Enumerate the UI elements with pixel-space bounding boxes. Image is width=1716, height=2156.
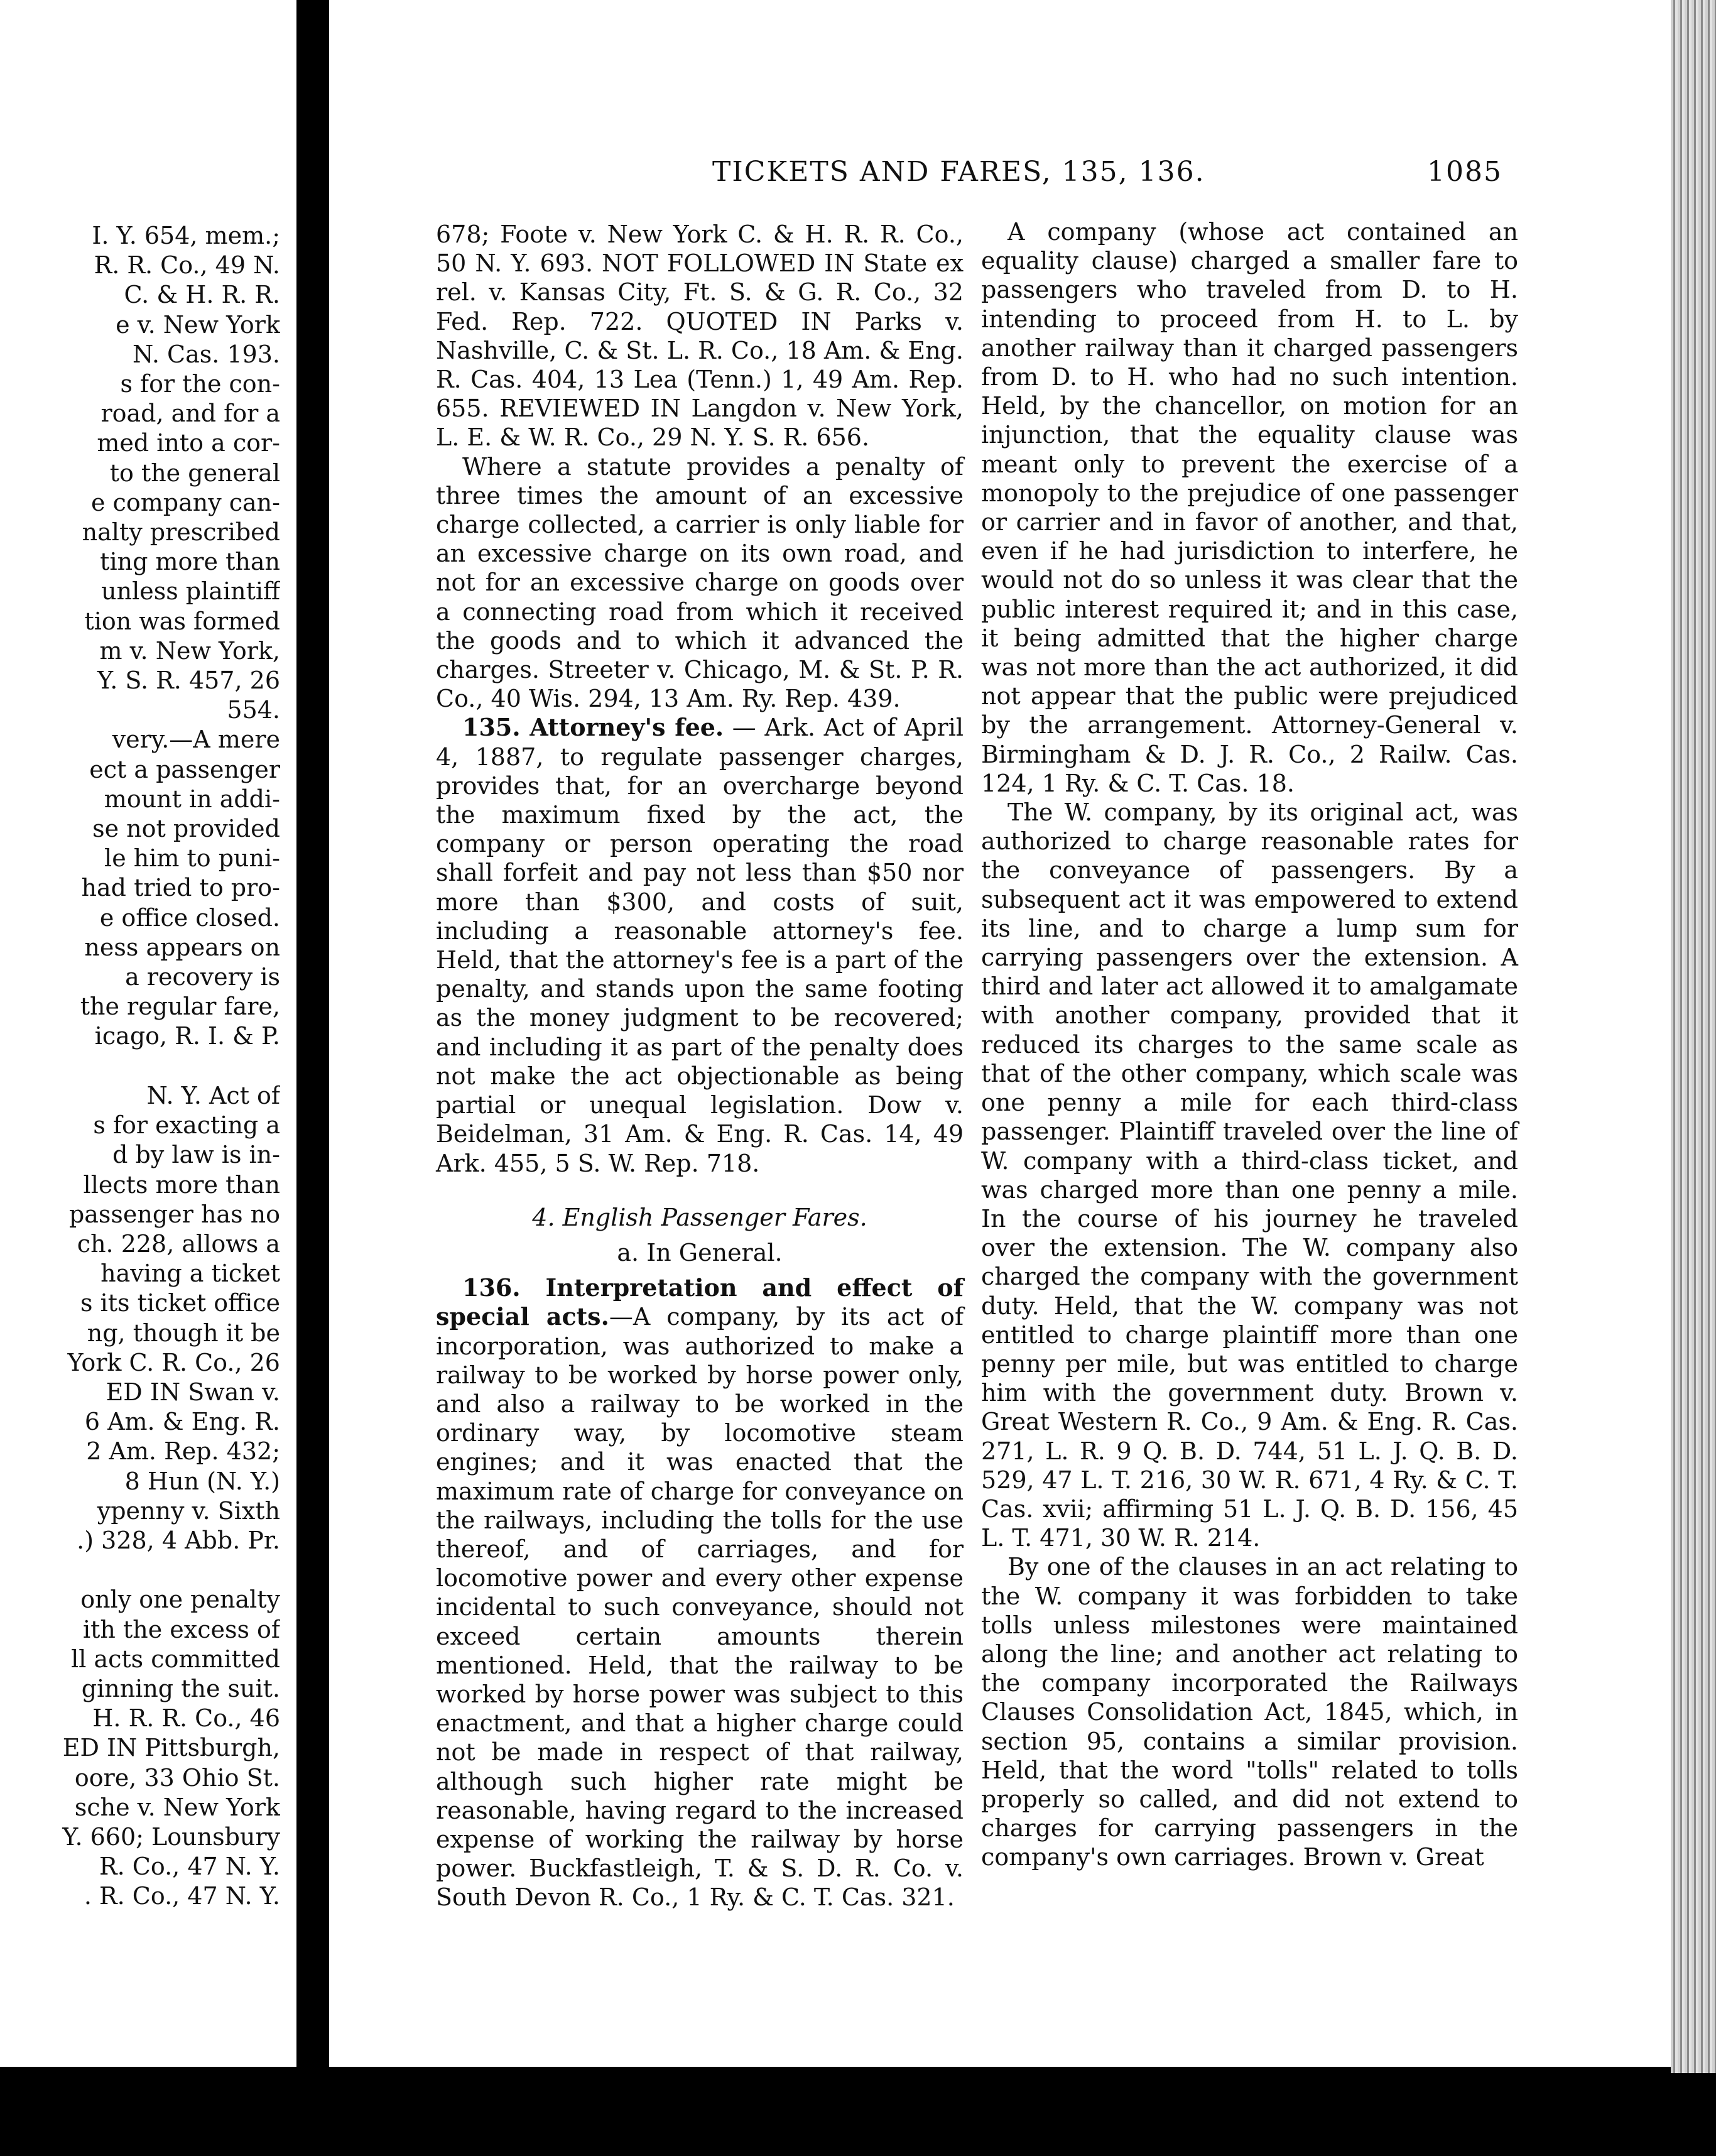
- subsection-a-heading: a. In General.: [617, 1238, 783, 1266]
- right-column: [981, 217, 1518, 1872]
- left-fragment-line: 8 Hun (N. Y.): [124, 1467, 280, 1495]
- left-page: [0, 0, 296, 2067]
- w-company-fare-paragraph: The W. company, by its original act, was authorized to charge reasonable rates for the conveyance of passengers. By a subsequent act it was empowered to extend its line, and to charge a lump sum for carrying passengers over the extension. A third and later act allowed it to amalgamate with another company, provided that it reduced its charges to the same scale as that of the other company, which scale was one penny a mile for each third-class passenger. Plaintiff traveled over the line of W. company with a third-class ticket, and was charged more than one penny a mile. In the course of his journey he traveled over the extension. The W. company also charged the company with the government duty. Held, that the W. company was not entitled to charge plaintiff more than one penny per mile, but was entitled to charge him with the government duty. Brown v. Great Western R. Co., 9 Am. & Eng. R. Cas. 271, L. R. 9 Q. B. D. 744, 51 L. J. Q. B. D. 529, 47 L. T. 216, 30 W. R. 671, 4 Ry. & C. T. Cas. xvii; affirming 51 L. J. Q. B. D. 156, 45 L. T. 471, 30 W. R. 214.: [981, 798, 1518, 1552]
- left-fragment-line: e company can-: [90, 488, 280, 516]
- left-fragment-line: e v. New York: [116, 310, 280, 339]
- left-fragment-line: N. Cas. 193.: [133, 340, 280, 368]
- subsection-4-heading: 4. English Passenger Fares.: [532, 1203, 867, 1231]
- section-136-body: —A company, by its act of incorporation, was authorized to make a railway to be worked by horse power only, and also a railway to be worked in the ordinary way, by locomotive steam engines; and it was enacted that the maximum rate of charge for conveyance on the railways, including the tolls for the use thereof, and of carriages, and for locomotive power and every other expense incidental to such conveyance, should not exceed certain amounts therein mentioned. Held, that the railway to be worked by horse power was subject to this enactment, and that a higher charge could not be made in respect of that railway, although such higher rate might be reasonable, having regard to the increased expense of working the railway by horse power. Buckfastleigh, T. & S. D. R. Co. v. South Devon R. Co., 1 Ry. & C. T. Cas. 321.: [436, 1303, 964, 1912]
- left-fragment-line: nalty prescribed: [82, 518, 280, 547]
- left-fragment-line: med into a cor-: [97, 429, 280, 457]
- left-fragment-line: ng, though it be: [87, 1319, 280, 1347]
- left-fragment-line: ll acts committed: [71, 1645, 280, 1673]
- left-fragment-line: the regular fare,: [80, 993, 280, 1021]
- left-fragment-line: C. & H. R. R.: [124, 281, 280, 309]
- left-fragment-line: 2 Am. Rep. 432;: [86, 1437, 280, 1466]
- left-fragment-line: mount in addi-: [104, 785, 280, 813]
- left-fragment-line: ness appears on: [84, 933, 280, 961]
- left-fragment-line: . R. Co., 47 N. Y.: [84, 1882, 280, 1910]
- left-fragment-line: ith the excess of: [82, 1615, 280, 1643]
- left-fragment-line: ect a passenger: [89, 755, 280, 783]
- left-fragment-line: se not provided: [92, 815, 280, 843]
- left-fragment-line: m v. New York,: [99, 636, 280, 665]
- right-page: [329, 0, 1696, 2067]
- left-fragment-line: very.—A mere: [112, 726, 280, 754]
- left-fragment-line: ch. 228, allows a: [77, 1229, 280, 1258]
- left-fragment-line: only one penalty: [80, 1586, 280, 1614]
- left-fragment-line: ting more than: [100, 548, 280, 576]
- equality-clause-paragraph: A company (whose act contained an equality clause) charged a smaller fare to passengers who traveled from D. to H. intending to proceed from H. to L. by another railway than it charged passengers from D. to H. who had no such intention. Held, by the chancellor, on motion for an injunction, that the equality clause was meant only to prevent the exercise of a monopoly to the prejudice of one passenger or carrier and in favor of another, and that, even if he had jurisdiction to interfere, he would not do so unless it was clear that the public interest required it; and in this case, it being admitted that the higher charge was not more than the act authorized, it did not appear that the public were prejudiced by the arrangement. Attorney-General v. Birmingham & D. J. R. Co., 2 Railw. Cas. 124, 1 Ry. & C. T. Cas. 18.: [981, 218, 1518, 797]
- running-header: TICKETS AND FARES, 135, 136.: [712, 156, 1205, 188]
- left-fragment-line: s its ticket office: [80, 1289, 280, 1317]
- left-fragment-line: ypenny v. Sixth: [97, 1496, 280, 1525]
- left-fragment-line: R. R. Co., 49 N.: [94, 251, 280, 280]
- left-fragment-line: a recovery is: [125, 963, 280, 991]
- left-column: [436, 220, 964, 1912]
- left-fragment-line: e office closed.: [99, 903, 280, 932]
- section-135-heading: 135. Attorney's fee.: [462, 713, 724, 742]
- left-fragment-line: le him to puni-: [104, 844, 280, 873]
- section-135-body: — Ark. Act of April 4, 1887, to regulate passenger charges, provides that, for an overcharge beyond the maximum fixed by the act, the company or person operating the road shall forfeit and pay not less than $50 nor more than $300, and costs of suit, including a reasonable attorney's fee. Held, that the attorney's fee is a part of the penalty, and stands upon the same footing as the money judgment to be recovered; and including it as part of the penalty does not make the act objectionable as being partial or unequal legislation. Dow v. Beidelman, 31 Am. & Eng. R. Cas. 14, 49 Ark. 455, 5 S. W. Rep. 718.: [436, 714, 964, 1177]
- left-fragment-line: having a ticket: [100, 1260, 280, 1288]
- statute-penalty-paragraph: Where a statute provides a penalty of three times the amount of an excessive charge collected, a carrier is only liable for an excessive charge on its own road, and not for an excessive charge on goods over a connecting road from which it received the goods and to which it advanced the charges. Streeter v. Chicago, M. & St. P. R. Co., 40 Wis. 294, 13 Am. Ry. Rep. 439.: [436, 452, 964, 713]
- left-fragment-line: ED IN Swan v.: [106, 1378, 280, 1406]
- left-fragment-line: ginning the suit.: [81, 1674, 280, 1702]
- section-136-heading: 136. Interpretation and effect of special acts.: [436, 1273, 964, 1331]
- left-fragment-line: icago, R. I. & P.: [94, 1022, 280, 1050]
- left-fragment-line: H. R. R. Co., 46: [92, 1704, 280, 1733]
- left-fragment-line: 554.: [227, 696, 280, 724]
- left-fragment-line: to the general: [109, 459, 280, 487]
- left-fragment-line: N. Y. Act of: [146, 1081, 280, 1109]
- milestones-tolls-paragraph: By one of the clauses in an act relating to the W. company it was forbidden to take tolls unless milestones were maintained along the line; and another act relating to the company incorporated the Railways Clauses Consolidation Act, 1845, which, in section 95, contains a similar provision. Held, that the word "tolls" related to tolls properly so called, and did not extend to charges for carrying passengers in the company's own carriages. Brown v. Great: [981, 1553, 1518, 1871]
- section-136: [436, 1273, 964, 1912]
- left-fragment-line: road, and for a: [100, 400, 280, 428]
- left-fragment-line: Y. S. R. 457, 26: [97, 667, 280, 695]
- left-fragment-line: R. Co., 47 N. Y.: [99, 1853, 280, 1881]
- left-fragment-line: s for exacting a: [93, 1111, 280, 1140]
- left-fragment-line: I. Y. 654, mem.;: [92, 222, 280, 249]
- left-fragment-line: had tried to pro-: [81, 874, 280, 902]
- page-edge-stack: [1671, 0, 1716, 2073]
- left-fragment-line: [0, 1052, 280, 1081]
- citation-paragraph: 678; Foote v. New York C. & H. R. R. Co., 50 N. Y. 693. NOT FOLLOWED IN State ex rel. v. Kansas City, Ft. S. & G. R. Co., 32 Fed. Rep. 722. QUOTED IN Parks v. Nashville, C. & St. L. R. Co., 18 Am. & Eng. R. Cas. 404, 13 Lea (Tenn.) 1, 49 Am. Rep. 655. REVIEWED IN Langdon v. New York, L. E. & W. R. Co., 29 N. Y. S. R. 656.: [436, 220, 964, 452]
- left-fragment-line: 6 Am. & Eng. R.: [84, 1408, 280, 1436]
- left-fragment-line: ED IN Pittsburgh,: [62, 1734, 280, 1762]
- left-fragment-line: .) 328, 4 Abb. Pr.: [77, 1526, 280, 1554]
- left-fragment-line: s for the con-: [120, 370, 280, 398]
- section-135: [436, 713, 964, 1177]
- left-fragment-line: sche v. New York: [74, 1793, 280, 1821]
- left-page-text-fragment: [0, 221, 280, 1912]
- left-fragment-line: tion was formed: [84, 607, 280, 635]
- left-fragment-line: llects more than: [83, 1170, 280, 1199]
- left-fragment-line: unless plaintiff: [101, 577, 280, 606]
- page-number: 1085: [1427, 156, 1502, 188]
- left-fragment-line: York C. R. Co., 26: [67, 1348, 280, 1376]
- left-fragment-line: oore, 33 Ohio St.: [74, 1763, 280, 1792]
- left-fragment-line: d by law is in-: [112, 1141, 280, 1169]
- left-fragment-line: [0, 1555, 280, 1585]
- left-fragment-line: passenger has no: [68, 1200, 280, 1228]
- left-fragment-line: Y. 660; Lounsbury: [62, 1822, 280, 1851]
